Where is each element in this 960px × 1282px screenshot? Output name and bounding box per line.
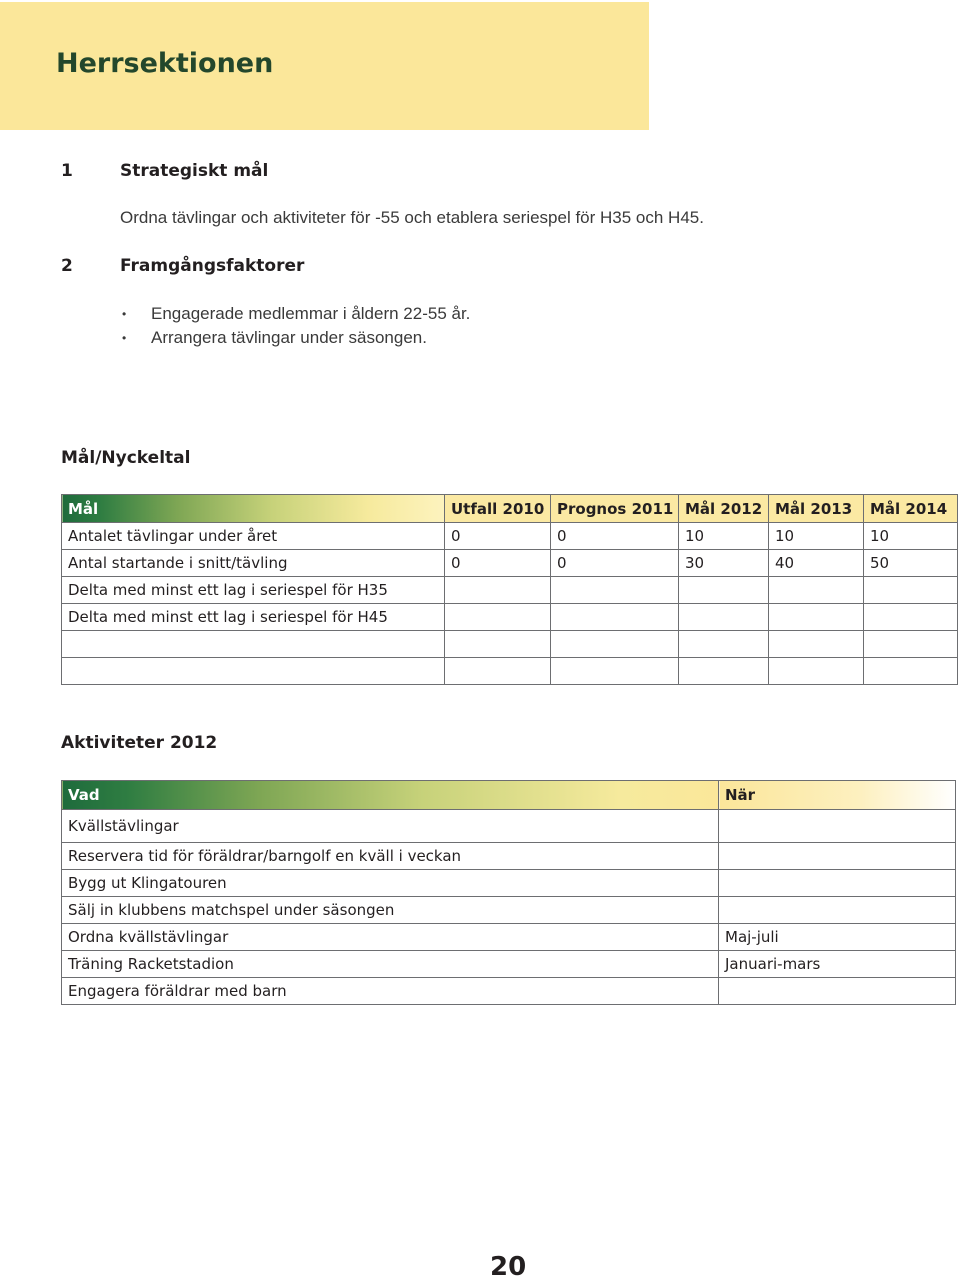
table-cell: Kvällstävlingar [62, 810, 719, 843]
table-cell [864, 577, 958, 604]
table-row [62, 978, 956, 1005]
table-cell [719, 897, 956, 924]
table-row [62, 870, 956, 897]
section-text: Ordna tävlingar och aktiviteter för -55 och etablera seriespel för H35 och H45. [120, 208, 704, 227]
section-title: Framgångsfaktorer [120, 256, 305, 276]
kpi-table [61, 494, 958, 685]
table-cell: Engagera föräldrar med barn [62, 978, 719, 1005]
table-cell: 0 [445, 523, 551, 550]
table-cell: Maj-juli [719, 924, 956, 951]
table-cell [445, 658, 551, 685]
table-cell [551, 631, 679, 658]
table-cell [679, 631, 769, 658]
section-number: 2 [61, 256, 73, 276]
table-cell: Träning Racketstadion [62, 951, 719, 978]
column-header: Vad [62, 781, 719, 810]
table-header-row [62, 495, 958, 523]
column-header: Mål 2012 [679, 495, 769, 523]
activities-heading: Aktiviteter 2012 [61, 733, 218, 753]
table-row [62, 924, 956, 951]
table-cell [769, 604, 864, 631]
list-item: • Engagerade medlemmar i åldern 22-55 år. [120, 302, 470, 326]
table-cell [62, 631, 445, 658]
column-header: Utfall 2010 [445, 495, 551, 523]
table-cell [551, 604, 679, 631]
column-header: Mål 2014 [864, 495, 958, 523]
table-cell: Ordna kvällstävlingar [62, 924, 719, 951]
table-cell [719, 870, 956, 897]
column-header: Mål [62, 495, 445, 523]
table-cell: 50 [864, 550, 958, 577]
table-row [62, 810, 956, 843]
table-cell [719, 843, 956, 870]
section-title: Strategiskt mål [120, 161, 269, 181]
table-cell [445, 577, 551, 604]
page-title: Herrsektionen [56, 48, 274, 79]
table-cell [864, 604, 958, 631]
list-item: • Arrangera tävlingar under säsongen. [120, 326, 470, 350]
table-cell [864, 631, 958, 658]
table-cell: 0 [551, 550, 679, 577]
activities-table [61, 780, 956, 1005]
table-cell: Reservera tid för föräldrar/barngolf en kväll i veckan [62, 843, 719, 870]
table-row [62, 897, 956, 924]
column-header: Mål 2013 [769, 495, 864, 523]
table-cell: 0 [445, 550, 551, 577]
table-cell: Januari-mars [719, 951, 956, 978]
table-row [62, 550, 958, 577]
table-cell [445, 604, 551, 631]
table-cell [769, 658, 864, 685]
kpi-heading: Mål/Nyckeltal [61, 448, 191, 468]
table-cell: Delta med minst ett lag i seriespel för H35 [62, 577, 445, 604]
table-row [62, 843, 956, 870]
table-row [62, 577, 958, 604]
table-cell: Delta med minst ett lag i seriespel för H45 [62, 604, 445, 631]
section-number: 1 [61, 161, 73, 181]
bullet-list [120, 302, 470, 350]
table-row [62, 951, 956, 978]
table-row [62, 604, 958, 631]
table-cell [769, 577, 864, 604]
table-cell [864, 658, 958, 685]
column-header: När [719, 781, 956, 810]
table-cell: Antal startande i snitt/tävling [62, 550, 445, 577]
table-cell: 10 [864, 523, 958, 550]
table-cell [679, 577, 769, 604]
table-cell: 10 [679, 523, 769, 550]
column-header: Prognos 2011 [551, 495, 679, 523]
table-row [62, 658, 958, 685]
table-cell: 0 [551, 523, 679, 550]
table-row [62, 631, 958, 658]
table-row [62, 523, 958, 550]
header-banner [0, 2, 649, 130]
table-cell [62, 658, 445, 685]
table-cell: 10 [769, 523, 864, 550]
table-cell [551, 577, 679, 604]
table-cell: 30 [679, 550, 769, 577]
table-cell [445, 631, 551, 658]
table-cell: Bygg ut Klingatouren [62, 870, 719, 897]
table-cell [769, 631, 864, 658]
table-cell: 40 [769, 550, 864, 577]
table-header-row [62, 781, 956, 810]
table-cell [719, 978, 956, 1005]
page-number: 20 [490, 1252, 527, 1282]
table-cell: Antalet tävlingar under året [62, 523, 445, 550]
table-cell [679, 658, 769, 685]
table-cell [719, 810, 956, 843]
table-cell [551, 658, 679, 685]
table-cell [679, 604, 769, 631]
table-cell: Sälj in klubbens matchspel under säsongen [62, 897, 719, 924]
